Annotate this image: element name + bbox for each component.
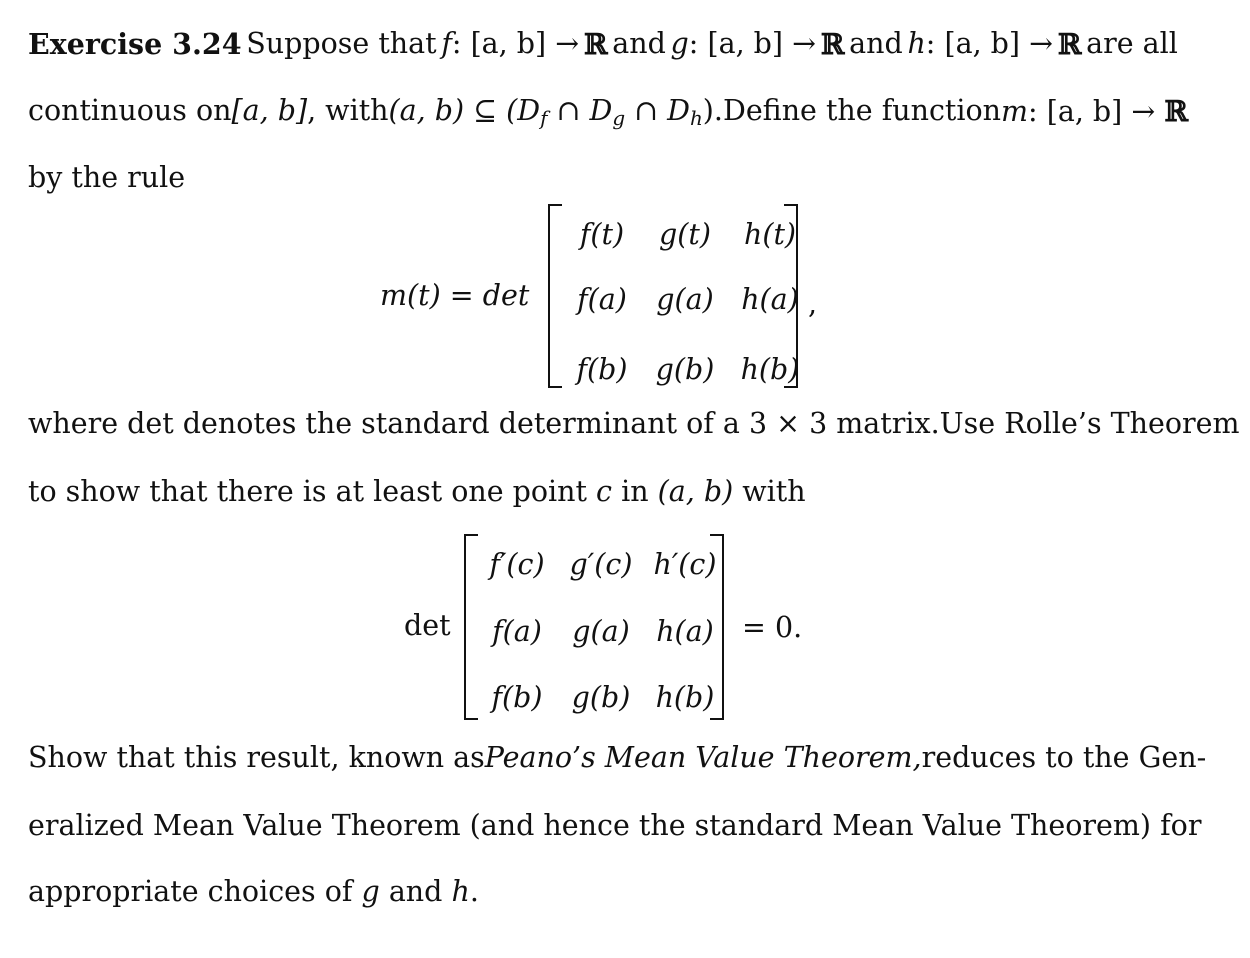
- eq1-cell-r2c1: f(a): [577, 283, 627, 316]
- eq1-right-bracket: [784, 204, 798, 388]
- text-line-1: [28, 24, 1178, 64]
- eq2-cell-r3c1: f(b): [491, 681, 543, 714]
- eq2-cell-r1c1: f′(c): [489, 548, 545, 581]
- line8-math-h: h.: [451, 875, 479, 908]
- eq2-cell-r3c3: h(b): [655, 681, 715, 714]
- line2-text-a: continuous on: [28, 94, 232, 127]
- line6-emphasis: Peano’s Mean Value Theorem,: [484, 741, 922, 774]
- line1-math-g: g: [a, b] →: [670, 27, 816, 60]
- eq1-cell-r3c1: f(b): [576, 353, 628, 386]
- text-line-4: [28, 404, 1240, 444]
- line6-text-b: reduces to the Gen-: [921, 741, 1207, 774]
- line4-text-b: Use Rolle’s Theorem: [939, 407, 1240, 440]
- line1-math-h: h: [a, b] →: [907, 27, 1053, 60]
- exercise-block: [28, 0, 1240, 958]
- line1-text-end: are all: [1086, 27, 1178, 60]
- eq1-lhs: m(t) = det: [380, 279, 530, 312]
- eq2-rhs: = 0.: [742, 611, 803, 644]
- line8-text-a: appropriate choices of: [28, 875, 353, 908]
- line1-reals-2: ℝ: [820, 27, 845, 61]
- line8-math-g: g: [361, 875, 380, 908]
- eq1-cell-r1c1: f(t): [579, 218, 625, 251]
- line2-math-m: m: [a, b] → ℝ: [1001, 94, 1188, 128]
- text-line-3: by the rule: [28, 161, 186, 194]
- eq2-cell-r2c2: g(a): [572, 615, 630, 648]
- eq1-cell-r3c3: h(b): [740, 353, 800, 386]
- line5-text-a: to show that there is at least one point: [28, 475, 587, 508]
- line5-math-c: c: [596, 475, 613, 508]
- text-line-6: [28, 738, 1207, 778]
- line5-text-with: with: [742, 475, 806, 508]
- line5-text-in: in: [621, 475, 649, 508]
- eq1-cell-r1c3: h(t): [743, 218, 797, 251]
- eq2-cell-r2c1: f(a): [492, 615, 542, 648]
- exercise-label: Exercise 3.24: [28, 27, 242, 61]
- text-line-8: [28, 872, 1178, 912]
- line4-text-a: where det denotes the standard determinant of a 3 × 3 matrix.: [28, 407, 940, 440]
- equation-peano-determinant: [28, 528, 1178, 724]
- line1-math-f: f: [a, b] →: [441, 27, 580, 60]
- line6-text-a: Show that this result, known as: [28, 741, 485, 774]
- line2-domain-intersection: (a, b) ⊆ ($D_f$ ∩ $D_g$ ∩ $D_h$).: [388, 94, 723, 130]
- text-line-5: [28, 472, 1178, 512]
- eq1-cell-r1c2: g(t): [659, 218, 711, 251]
- eq2-right-bracket: [710, 534, 724, 720]
- line1-reals-1: ℝ: [583, 27, 608, 61]
- equation-m-definition: [28, 198, 1178, 394]
- line1-reals-3: ℝ: [1057, 27, 1082, 61]
- line1-text-a: Suppose that: [246, 27, 437, 60]
- eq2-cell-r1c3: h′(c): [653, 548, 717, 581]
- eq2-cell-r2c3: h(a): [656, 615, 714, 648]
- eq1-cell-r2c2: g(a): [656, 283, 714, 316]
- eq2-lhs: det: [404, 609, 451, 642]
- eq1-comma: ,: [808, 287, 818, 320]
- eq2-cell-r3c2: g(b): [571, 681, 631, 714]
- text-line-7: eralized Mean Value Theorem (and hence the standard Mean Value Theorem) for: [28, 809, 1202, 842]
- line5-math-interval: (a, b): [657, 475, 734, 508]
- eq2-cell-r1c2: g′(c): [569, 548, 633, 581]
- line1-text-and-1: and: [612, 27, 666, 60]
- line8-text-and: and: [388, 875, 443, 908]
- text-line-2: [28, 91, 1188, 138]
- eq1-cell-r3c2: g(b): [655, 353, 715, 386]
- eq1-cell-r2c3: h(a): [741, 283, 799, 316]
- line1-text-and-2: and: [849, 27, 903, 60]
- line2-interval-1: [a, b], with: [231, 94, 389, 127]
- line2-text-b: Define the function: [722, 94, 1002, 127]
